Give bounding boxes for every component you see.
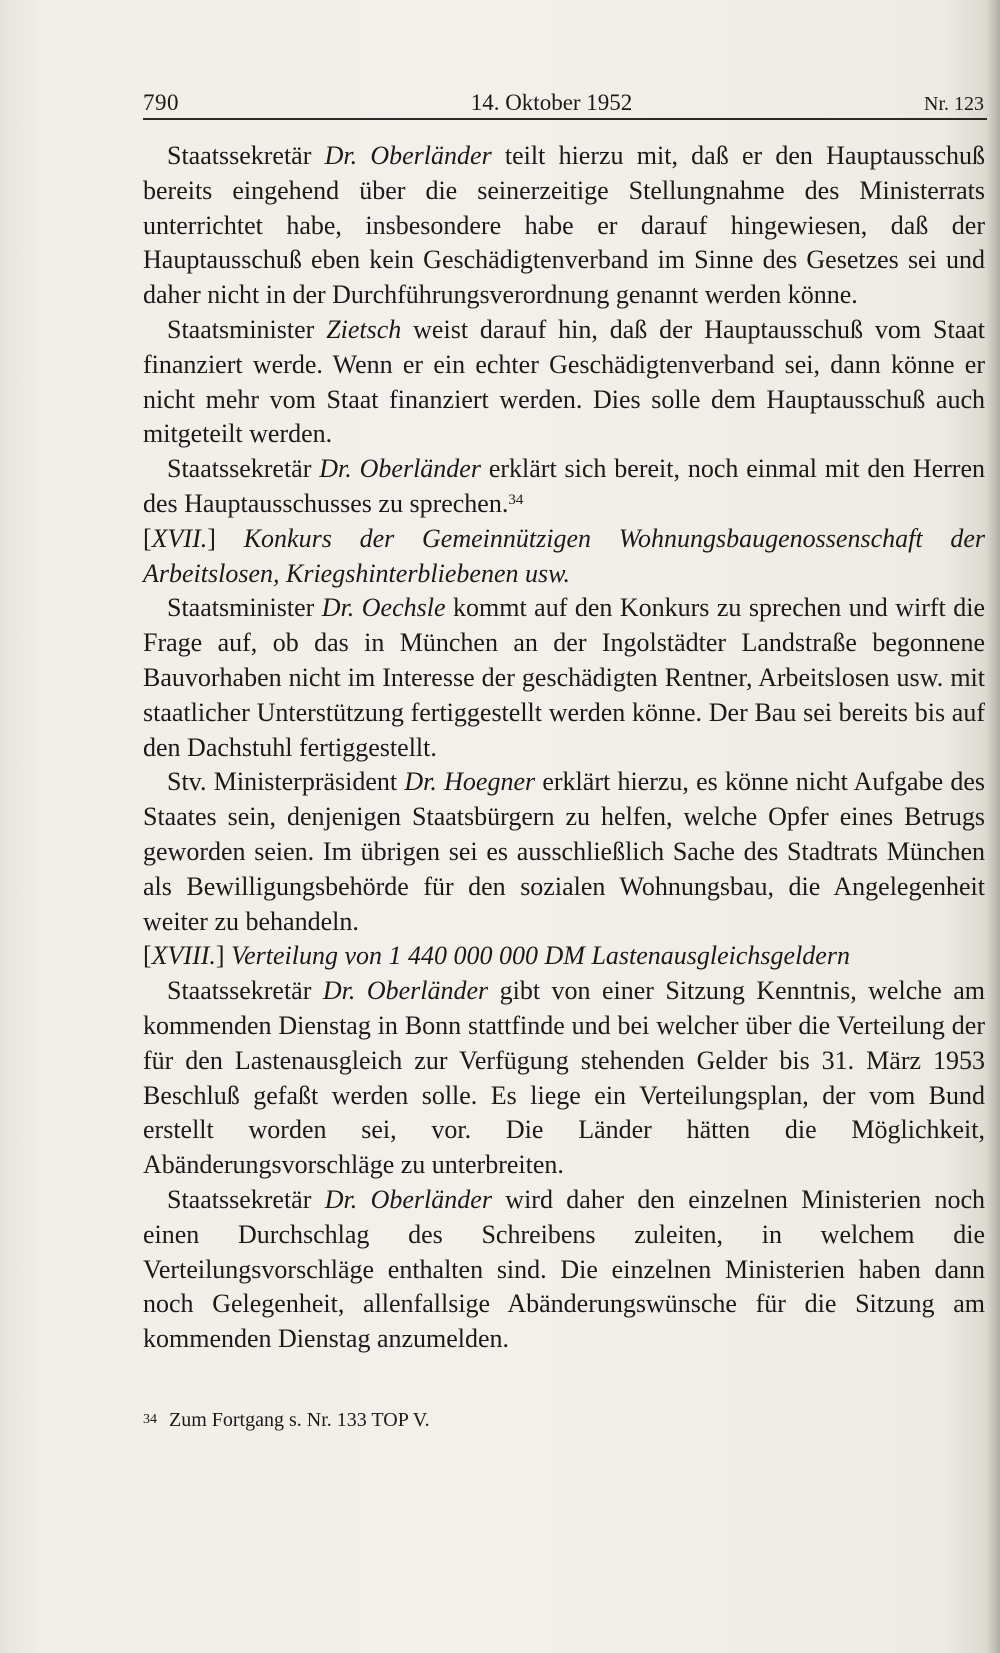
emphasis-text: Zietsch <box>326 314 402 344</box>
text-segment: wird daher den einzelnen Ministerien noch einen Durchschlag des Schreibens zuleiten, in welchem die Verteilungsvorschläge enthalten sind. Die einzelnen Ministerien haben dann noch Gelegenheit, allenfallsige Abänderungswünsche für die Sitzung am kommenden Dienstag anzumelden. <box>143 1184 985 1354</box>
text-segment: Stv. Ministerpräsident <box>167 767 405 797</box>
text-segment: weist darauf hin, daß der Hauptausschuß vom Staat finanziert werde. Wenn er ein echter Geschädigtenverband sei, dann könne er nicht mehr vom Staat finanziert werden. Dies solle dem Hauptausschuß auch mitgeteilt werden. <box>143 314 985 449</box>
text-segment: gibt von einer Sitzung Kenntnis, welche am kommenden Dienstag in Bonn stattfinde und bei welcher über die Verteilung der für den Lastenausgleich zur Verfügung stehenden Gelder bis 31. März 1953 Beschluß gefaßt werden solle. Es liege ein Verteilungsplan, der vom Bund erstellt worden sei, vor. Die Länder hätten die Möglichkeit, Abänderungsvorschläge zu unterbreiten. <box>143 976 985 1180</box>
footnote <box>143 1407 985 1433</box>
text-segment: Staatsminister <box>167 314 327 344</box>
body-text <box>143 139 985 1357</box>
footnote-text: Zum Fortgang s. Nr. 133 TOP V. <box>169 1409 430 1431</box>
text-segment: [ <box>143 523 152 553</box>
agenda-item-heading <box>143 522 985 592</box>
emphasis-text: Dr. Oberländer <box>324 1184 492 1214</box>
emphasis-text: Verteilung von 1 440 000 000 DM Lastenausgleichsgeldern <box>231 941 850 971</box>
text-segment: [ <box>143 941 152 971</box>
emphasis-text: Dr. Oechsle <box>321 593 446 623</box>
emphasis-text: Dr. Oberländer <box>319 454 481 484</box>
text-segment: Staatssekretär <box>167 141 325 170</box>
text-segment: erklärt sich bereit, noch einmal mit den Herren des Hauptausschusses zu sprechen. <box>143 454 985 518</box>
text-segment: Staatssekretär <box>167 454 320 484</box>
emphasis-text: Dr. Oberländer <box>324 141 492 170</box>
paragraph <box>143 313 985 452</box>
text-segment: kommt auf den Konkurs zu sprechen und wirft die Frage auf, ob das in München an der Ingolstädter Landstraße begonnene Bauvorhaben nicht im Interesse der geschädigten Rentner, Arbeitslosen usw. mit staatlicher Unterstützung fertiggestellt werden könne. Der Bau sei bereits bis auf den Dachstuhl fertiggestellt. <box>143 593 985 762</box>
text-segment: teilt hierzu mit, daß er den Hauptausschuß bereits eingehend über die seinerzeitige Stellungnahme des Ministerrats unterrichtet habe, insbesondere habe er darauf hingewiesen, daß der Hauptausschuß eben kein Geschädigtenverband im Sinne des Gesetzes sei und daher nicht in der Durchführungsverordnung genannt werden könne. <box>143 141 985 310</box>
text-segment: ] <box>207 523 244 553</box>
header-date: 14. Oktober 1952 <box>470 90 633 115</box>
agenda-item-heading <box>143 939 985 974</box>
paragraph <box>143 591 985 765</box>
page-edge-shadow <box>986 0 1000 1653</box>
text-segment: erklärt hierzu, es könne nicht Aufgabe des Staates sein, denjenigen Staatsbürgern zu helfen, welche Opfer eines Betrugs geworden seien. Im übrigen sei es ausschließlich Sache des Stadtrats München als Bewilligungsbehörde für den sozialen Wohnungsbau, die Angelegenheit weiter zu behandeln. <box>143 767 986 936</box>
paragraph <box>143 974 985 1183</box>
footnote-mark: 34 <box>143 1412 157 1427</box>
paragraph <box>143 139 985 313</box>
text-segment: Staatssekretär <box>167 976 323 1006</box>
footnote-reference: 34 <box>508 491 524 508</box>
page-number: 790 <box>143 90 179 115</box>
paragraph <box>143 765 985 939</box>
running-header <box>143 80 990 114</box>
emphasis-text: XVIII. <box>151 941 216 971</box>
paragraph <box>143 1183 985 1357</box>
paragraph <box>143 452 985 522</box>
text-segment: Staatssekretär <box>167 1184 325 1214</box>
text-segment: ] <box>215 941 232 971</box>
session-number: Nr. 123 <box>924 93 984 115</box>
header-rule <box>143 118 987 120</box>
emphasis-text: XVII. <box>151 523 208 553</box>
text-segment: Staatsminister <box>167 593 322 623</box>
emphasis-text: Dr. Hoegner <box>404 767 536 797</box>
emphasis-text: Konkurs der Gemeinnützigen Wohnungsbaugenossenschaft der Arbeitslosen, Kriegshinterbliebenen usw. <box>143 523 985 588</box>
emphasis-text: Dr. Oberländer <box>322 976 489 1006</box>
